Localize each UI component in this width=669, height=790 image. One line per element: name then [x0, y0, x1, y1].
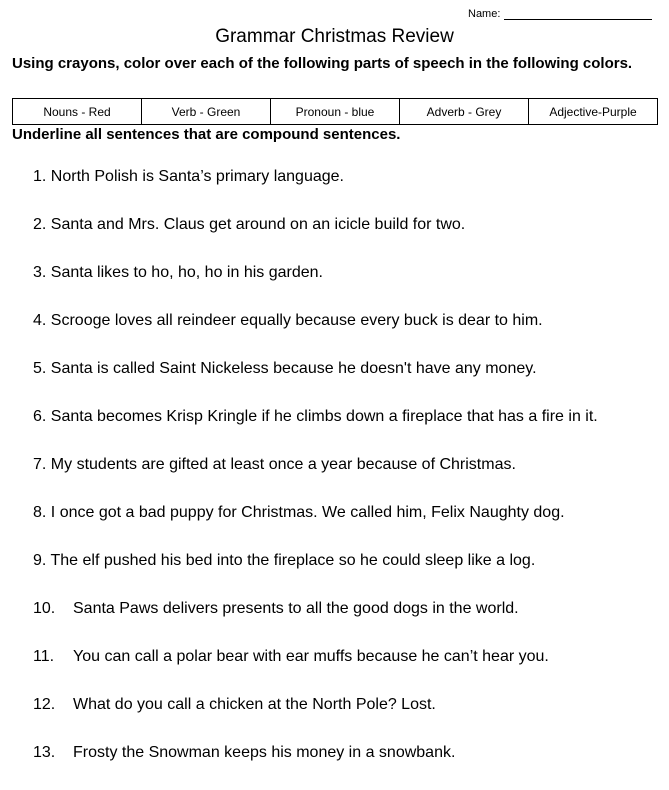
sentence-text: Santa and Mrs. Claus get around on an icicle build for two. — [50, 216, 466, 233]
sentence-number: 9. — [33, 552, 47, 569]
color-key-nouns: Nouns - Red — [13, 99, 142, 124]
color-key-adjective: Adjective-Purple — [549, 104, 637, 119]
sentence-number: 13. — [33, 744, 56, 761]
sentence-text: Santa Paws delivers presents to all the good dogs in the world. — [73, 600, 519, 617]
sentence-item — [33, 214, 663, 262]
sentence-text: My students are gifted at least once a year because of Christmas. — [50, 456, 516, 473]
sentence-text: Santa likes to ho, ho, ho in his garden. — [50, 264, 323, 281]
sentence-item — [33, 502, 663, 550]
sentence-number: 6. — [33, 408, 47, 425]
sentence-item — [33, 598, 663, 646]
name-label: Name: — [468, 8, 501, 20]
worksheet-title: Grammar Christmas Review — [215, 26, 454, 47]
sentence-number: 4. — [33, 312, 47, 329]
instruction-color: Using crayons, color over each of the following parts of speech in the following colors. — [12, 55, 633, 72]
sentence-item — [33, 358, 663, 406]
sentence-item — [33, 454, 663, 502]
sentence-text: The elf pushed his bed into the fireplace so he could sleep like a log. — [50, 552, 536, 569]
sentence-text: I once got a bad puppy for Christmas. We called him, Felix Naughty dog. — [50, 504, 565, 521]
sentence-number: 1. — [33, 168, 47, 185]
color-key-adverb: Adverb - Grey — [400, 99, 529, 124]
sentence-text: Scrooge loves all reindeer equally because every buck is dear to him. — [50, 312, 543, 329]
instruction-underline: Underline all sentences that are compound sentences. — [12, 126, 401, 143]
sentence-number: 12. — [33, 696, 56, 713]
color-key-pronoun: Pronoun - blue — [271, 99, 400, 124]
sentence-text: You can call a polar bear with ear muffs because he can’t hear you. — [73, 648, 549, 665]
sentence-number: 3. — [33, 264, 47, 281]
sentence-list — [33, 166, 663, 790]
sentence-text: What do you call a chicken at the North Pole? Lost. — [73, 696, 436, 713]
sentence-text: Santa is called Saint Nickeless because he doesn't have any money. — [50, 360, 537, 377]
sentence-number: 11. — [33, 648, 55, 665]
sentence-item — [33, 406, 663, 454]
sentence-text: Frosty the Snowman keeps his money in a snowbank. — [73, 744, 456, 761]
sentence-item — [33, 646, 663, 694]
sentence-item — [33, 310, 663, 358]
sentence-number: 10. — [33, 600, 56, 617]
sentence-item — [33, 166, 663, 214]
sentence-item — [33, 550, 663, 598]
name-field — [468, 8, 652, 20]
sentence-item — [33, 742, 663, 790]
sentence-text: North Polish is Santa’s primary language. — [50, 168, 344, 185]
sentence-text: Santa becomes Krisp Kringle if he climbs down a fireplace that has a fire in it. — [50, 408, 598, 425]
name-blank-line[interactable] — [504, 8, 652, 20]
color-key-table — [12, 98, 658, 125]
sentence-number: 8. — [33, 504, 47, 521]
sentence-item — [33, 694, 663, 742]
sentence-number: 2. — [33, 216, 47, 233]
sentence-item — [33, 262, 663, 310]
sentence-number: 5. — [33, 360, 47, 377]
color-key-verb: Verb - Green — [142, 99, 271, 124]
sentence-number: 7. — [33, 456, 47, 473]
